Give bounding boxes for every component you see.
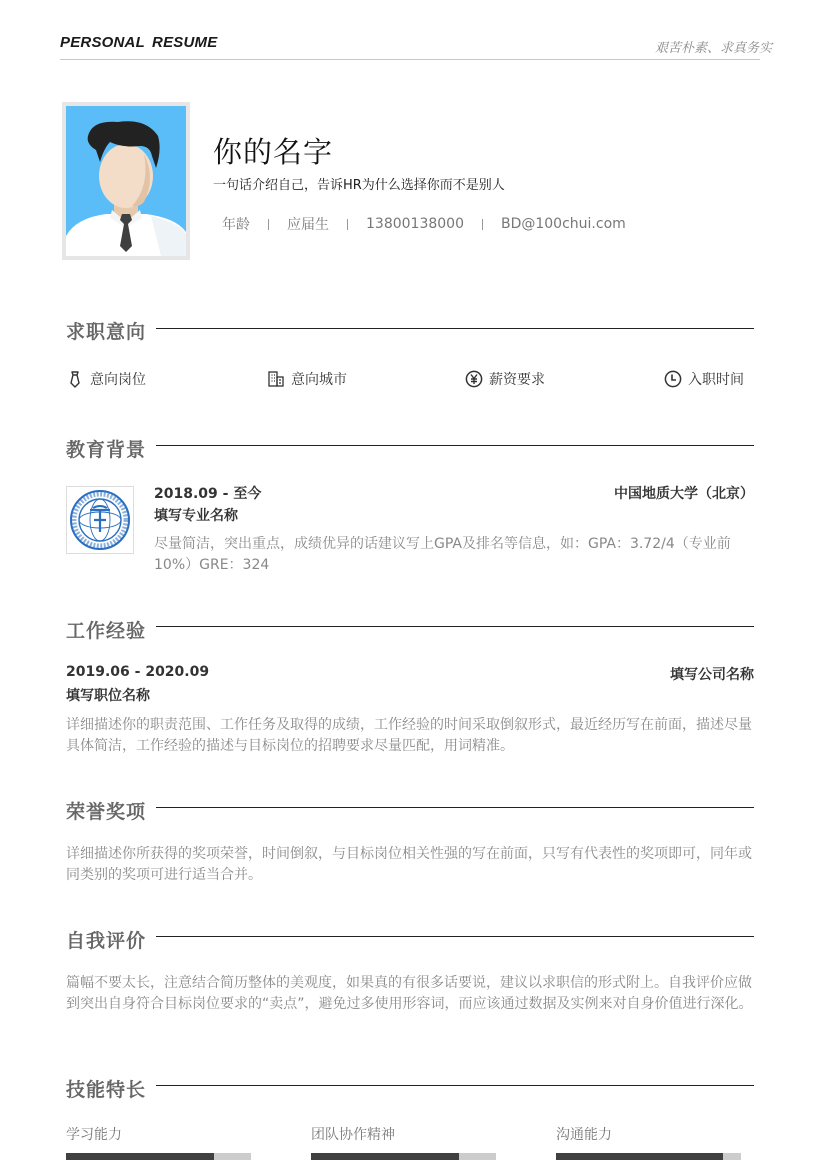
section-title-intent: 求职意向 xyxy=(66,321,147,343)
section-title-education: 教育背景 xyxy=(66,439,147,461)
section-title-skills: 技能特长 xyxy=(66,1079,147,1101)
avatar xyxy=(62,102,190,260)
contact-meta xyxy=(222,214,626,234)
skill-bar xyxy=(66,1153,251,1160)
intent-salary xyxy=(465,369,545,389)
work-period: 2019.06 - 2020.09 xyxy=(66,664,210,680)
intent-city xyxy=(267,369,347,389)
page-header xyxy=(60,34,772,60)
meta-email[interactable]: BD@100chui.com xyxy=(500,216,626,232)
skill-label: 沟通能力 xyxy=(556,1127,612,1143)
education-period: 2018.09 - 至今 xyxy=(154,486,262,502)
skill-label: 学习能力 xyxy=(66,1127,122,1143)
candidate-name: 你的名字 xyxy=(213,135,334,169)
skill-bar-fill xyxy=(66,1153,214,1160)
job-intent-row xyxy=(66,369,756,391)
work-position: 填写职位名称 xyxy=(66,688,150,704)
skill-label: 团队协作精神 xyxy=(311,1127,395,1143)
meta-status: 应届生 xyxy=(287,217,329,233)
meta-divider xyxy=(268,219,269,230)
section-divider xyxy=(156,936,754,937)
section-divider xyxy=(156,807,754,808)
section-title-work: 工作经验 xyxy=(66,620,147,642)
work-description: 详细描述你的职责范围、工作任务及取得的成绩，工作经验的时间采取倒叙形式，最近经历写在前面，描述尽量具体简洁，工作经验的描述与目标岗位的招聘要求尽量匹配，用词精准。 xyxy=(66,717,752,754)
meta-phone[interactable]: 13800138000 xyxy=(366,216,464,232)
intent-position xyxy=(66,369,146,389)
section-divider xyxy=(156,445,754,446)
university-emblem-icon xyxy=(69,489,131,551)
section-divider xyxy=(156,626,754,627)
meta-age: 年龄 xyxy=(222,217,250,233)
yen-icon xyxy=(465,370,483,388)
education-description: 尽量简洁，突出重点，成绩优异的话建议写上GPA及排名等信息，如：GPA：3.72/4（专业前10%）GRE：324 xyxy=(154,536,731,573)
intent-label: 入职时间 xyxy=(688,372,744,388)
section-title-self-evaluation: 自我评价 xyxy=(66,930,147,952)
section-divider xyxy=(156,1085,754,1086)
tagline: 一句话介绍自己，告诉HR为什么选择你而不是别人 xyxy=(213,178,505,193)
honors-description: 详细描述你所获得的奖项荣誉，时间倒叙，与目标岗位相关性强的写在前面，只写有代表性的奖项即可，同年或同类别的奖项可进行适当合并。 xyxy=(66,846,752,883)
brand-title: PERSONAL RESUME xyxy=(60,34,218,51)
skill-bar-fill xyxy=(311,1153,459,1160)
education-school: 中国地质大学（北京） xyxy=(614,486,754,502)
skill-bar-fill xyxy=(556,1153,723,1160)
tie-icon xyxy=(66,370,84,388)
person-avatar-icon xyxy=(66,106,186,256)
section-title-honors: 荣誉奖项 xyxy=(66,801,147,823)
university-logo xyxy=(66,486,134,554)
intent-label: 意向城市 xyxy=(291,372,347,388)
intent-label: 薪资要求 xyxy=(489,372,545,388)
motto: 艰苦朴素、求真务实 xyxy=(654,41,772,56)
skill-bar xyxy=(311,1153,496,1160)
skill-bar xyxy=(556,1153,741,1160)
meta-divider xyxy=(482,219,483,230)
intent-label: 意向岗位 xyxy=(90,372,146,388)
education-major: 填写专业名称 xyxy=(154,508,238,524)
clock-icon xyxy=(664,370,682,388)
self-evaluation-description: 篇幅不要太长，注意结合简历整体的美观度，如果真的有很多话要说，建议以求职信的形式附上。自我评价应做到突出自身符合目标岗位要求的“卖点”，避免过多使用形容词，而应该通过数据及实例来对自身价值进行深化。 xyxy=(66,975,753,1012)
section-divider xyxy=(156,328,754,329)
intent-start-date xyxy=(664,369,744,389)
work-company: 填写公司名称 xyxy=(670,667,754,683)
meta-divider xyxy=(347,219,348,230)
building-icon xyxy=(267,370,285,388)
